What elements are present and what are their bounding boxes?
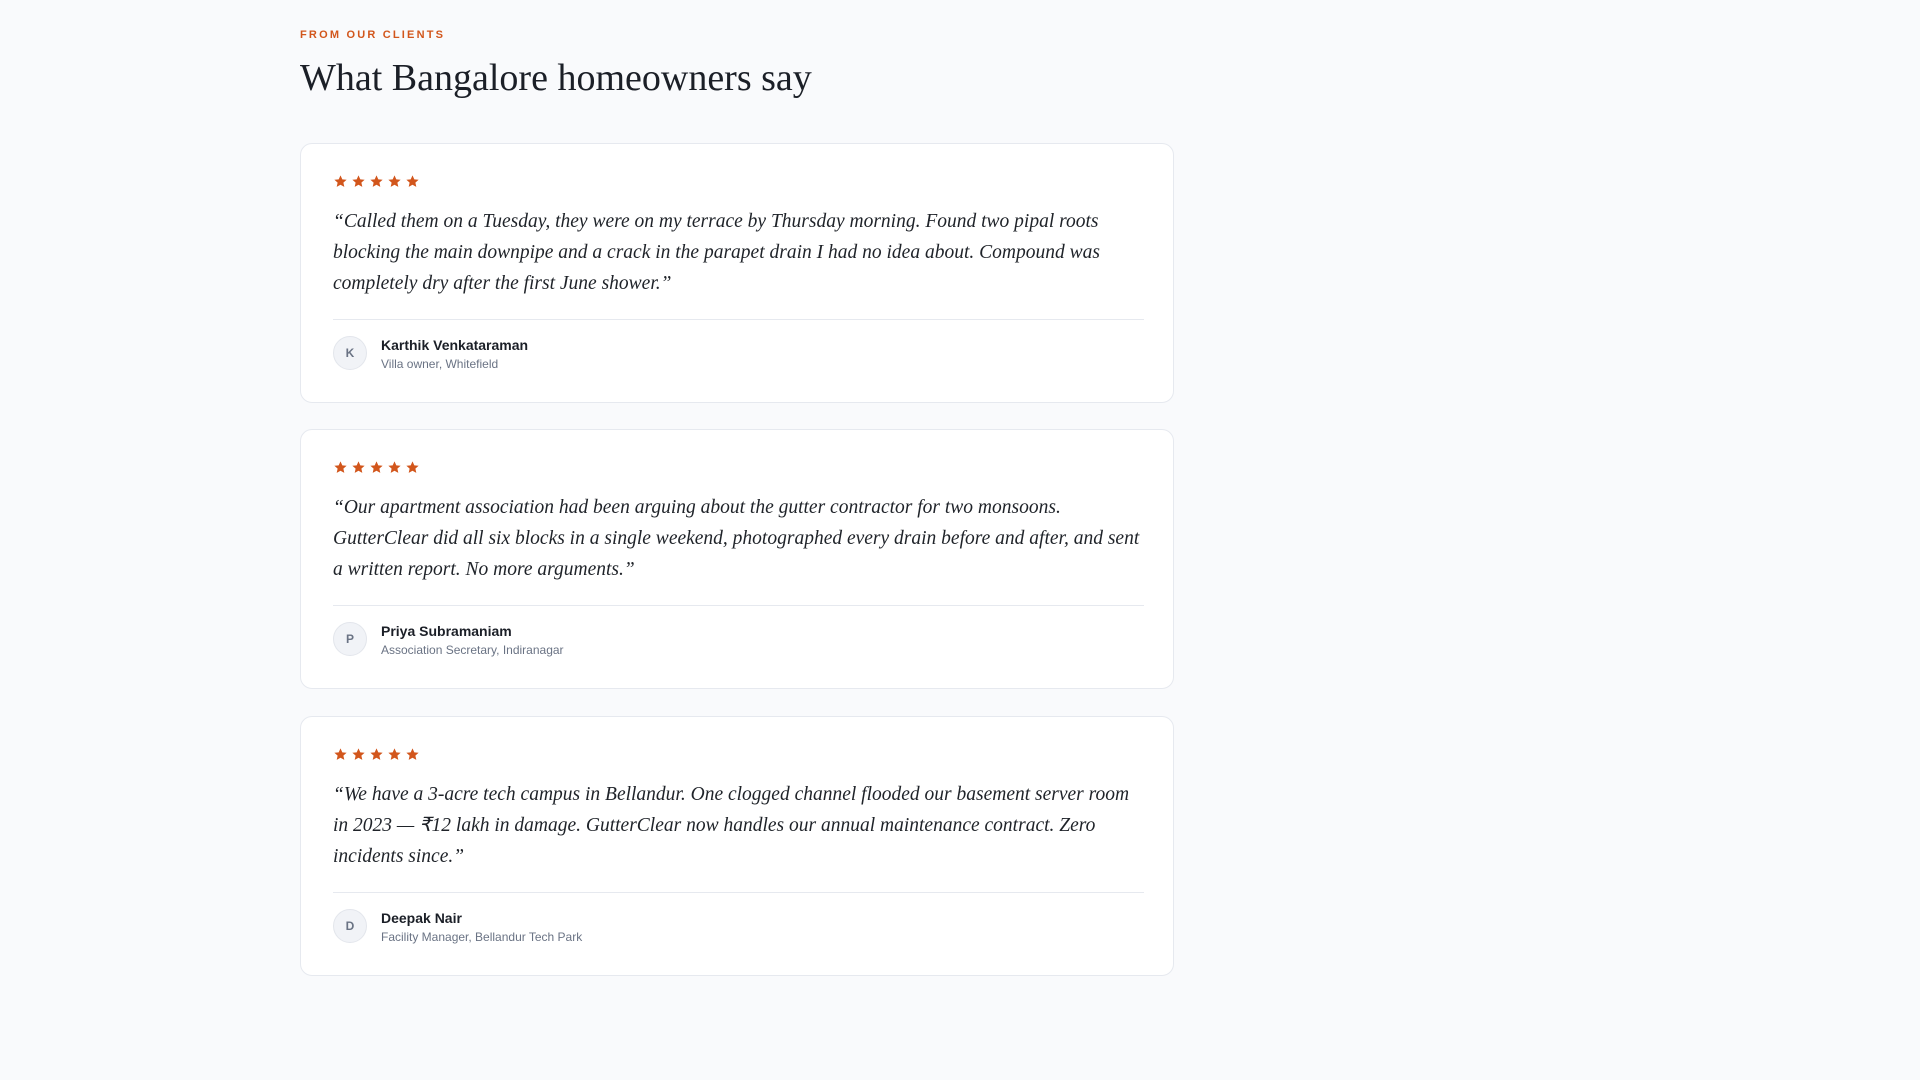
- divider: [333, 605, 1144, 606]
- testimonial-quote: “We have a 3-acre tech campus in Bellandur. One clogged channel flooded our basement server room in 2023 — ₹12 lakh in damage. GutterClear now handles our annual maintenance contract. Zero incidents since.”: [333, 784, 1130, 867]
- star-icon: [333, 747, 348, 762]
- star-icon: [351, 174, 366, 189]
- star-icon: [405, 460, 420, 475]
- section-heading: What Bangalore homeowners say: [300, 57, 812, 99]
- testimonial-card: [300, 429, 1174, 689]
- star-icon: [369, 174, 384, 189]
- author-name: Priya Subramaniam: [381, 623, 512, 639]
- star-icon: [387, 747, 402, 762]
- star-icon: [351, 460, 366, 475]
- author-name: Deepak Nair: [381, 910, 462, 926]
- avatar: P: [333, 622, 367, 656]
- testimonial-quote: “Called them on a Tuesday, they were on my terrace by Thursday morning. Found two pipal roots blocking the main downpipe and a crack in the parapet drain I had no idea about. Compound was completely dry after the first June shower.”: [333, 211, 1100, 294]
- divider: [333, 892, 1144, 893]
- star-icon: [405, 174, 420, 189]
- star-icon: [351, 747, 366, 762]
- star-icon: [333, 460, 348, 475]
- star-icon: [333, 174, 348, 189]
- author-role: Facility Manager, Bellandur Tech Park: [381, 930, 583, 944]
- star-icon: [405, 747, 420, 762]
- star-icon: [387, 174, 402, 189]
- testimonial-card: [300, 716, 1174, 976]
- author-name: Karthik Venkataraman: [381, 337, 529, 353]
- author-role: Villa owner, Whitefield: [381, 357, 499, 371]
- star-rating: [333, 174, 420, 192]
- author-role: Association Secretary, Indiranagar: [381, 643, 564, 657]
- star-icon: [387, 460, 402, 475]
- star-icon: [369, 747, 384, 762]
- star-rating: [333, 460, 420, 478]
- section-eyebrow: FROM OUR CLIENTS: [300, 29, 446, 41]
- divider: [333, 319, 1144, 320]
- testimonial-card: [300, 143, 1174, 403]
- star-icon: [369, 460, 384, 475]
- testimonial-quote: “Our apartment association had been arguing about the gutter contractor for two monsoons. GutterClear did all six blocks in a single weekend, photographed every drain before and after, and sent a written report. No more arguments.”: [333, 497, 1140, 580]
- avatar: K: [333, 336, 367, 370]
- star-rating: [333, 747, 420, 765]
- avatar: D: [333, 909, 367, 943]
